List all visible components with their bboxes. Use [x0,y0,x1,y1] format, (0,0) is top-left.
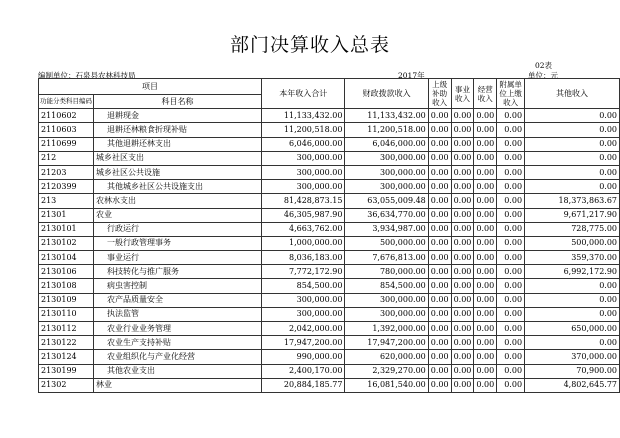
cell-operation: 0.00 [474,378,497,392]
cell-total: 7,772,172.90 [262,265,345,279]
cell-affiliated: 0.00 [497,137,525,151]
cell-total: 11,200,518.00 [262,123,345,137]
table-row [39,265,620,279]
cell-fiscal: 11,200,518.00 [345,123,428,137]
cell-affiliated: 0.00 [497,208,525,222]
cell-name: 一般行政管理事务 [94,236,262,250]
cell-business: 0.00 [451,137,474,151]
cell-name: 农业 [94,208,262,222]
cell-affiliated: 0.00 [497,293,525,307]
cell-name: 科技转化与推广服务 [94,265,262,279]
cell-name: 退耕还林粮食折现补贴 [94,123,262,137]
cell-code: 2130122 [39,336,94,350]
cell-total: 2,400,170.00 [262,364,345,378]
table-row [39,194,620,208]
cell-total: 8,036,183.00 [262,251,345,265]
cell-name: 城乡社区公共设施 [94,165,262,179]
cell-other: 0.00 [525,109,620,123]
cell-business: 0.00 [451,180,474,194]
cell-fiscal: 11,133,432.00 [345,109,428,123]
header-fiscal: 财政拨款收入 [345,79,428,109]
table-row [39,336,620,350]
cell-name: 事业运行 [94,251,262,265]
cell-total: 17,947,200.00 [262,336,345,350]
cell-upper: 0.00 [428,293,451,307]
cell-other: 650,000.00 [525,322,620,336]
cell-code: 2130106 [39,265,94,279]
cell-total: 11,133,432.00 [262,109,345,123]
cell-code: 213 [39,194,94,208]
table-row [39,364,620,378]
cell-other: 0.00 [525,137,620,151]
cell-other: 0.00 [525,123,620,137]
cell-upper: 0.00 [428,350,451,364]
cell-fiscal: 16,081,540.00 [345,378,428,392]
cell-other: 728,775.00 [525,222,620,236]
table-row [39,151,620,165]
cell-other: 9,671,217.90 [525,208,620,222]
cell-name: 林业 [94,378,262,392]
cell-business: 0.00 [451,151,474,165]
cell-operation: 0.00 [474,307,497,321]
cell-total: 1,000,000.00 [262,236,345,250]
cell-fiscal: 2,329,270.00 [345,364,428,378]
cell-total: 46,305,987.90 [262,208,345,222]
cell-business: 0.00 [451,364,474,378]
cell-operation: 0.00 [474,336,497,350]
cell-business: 0.00 [451,378,474,392]
cell-total: 300,000.00 [262,165,345,179]
cell-code: 2130112 [39,322,94,336]
cell-fiscal: 300,000.00 [345,165,428,179]
cell-operation: 0.00 [474,236,497,250]
cell-code: 2110603 [39,123,94,137]
cell-business: 0.00 [451,293,474,307]
cell-code: 2130110 [39,307,94,321]
cell-code: 2120399 [39,180,94,194]
cell-business: 0.00 [451,265,474,279]
cell-affiliated: 0.00 [497,322,525,336]
cell-name: 农业生产支持补贴 [94,336,262,350]
cell-affiliated: 0.00 [497,378,525,392]
cell-total: 854,500.00 [262,279,345,293]
cell-upper: 0.00 [428,378,451,392]
cell-operation: 0.00 [474,137,497,151]
cell-operation: 0.00 [474,208,497,222]
cell-business: 0.00 [451,194,474,208]
cell-operation: 0.00 [474,165,497,179]
cell-upper: 0.00 [428,123,451,137]
cell-affiliated: 0.00 [497,350,525,364]
header-total: 本年收入合计 [262,79,345,109]
cell-upper: 0.00 [428,364,451,378]
cell-affiliated: 0.00 [497,123,525,137]
cell-operation: 0.00 [474,222,497,236]
cell-operation: 0.00 [474,251,497,265]
cell-fiscal: 63,055,009.48 [345,194,428,208]
cell-affiliated: 0.00 [497,194,525,208]
cell-name: 农产品质量安全 [94,293,262,307]
cell-upper: 0.00 [428,151,451,165]
cell-code: 2130199 [39,364,94,378]
cell-name: 病虫害控制 [94,279,262,293]
cell-operation: 0.00 [474,322,497,336]
organization-label: 编制单位：石泉县农林科技局 [38,71,136,80]
report-year: 2017年 [398,71,425,80]
table-row [39,123,620,137]
cell-business: 0.00 [451,322,474,336]
cell-affiliated: 0.00 [497,151,525,165]
cell-operation: 0.00 [474,350,497,364]
cell-other: 359,370.00 [525,251,620,265]
cell-upper: 0.00 [428,265,451,279]
header-name: 科目名称 [94,95,262,109]
cell-name: 其他农业支出 [94,364,262,378]
cell-name: 其他退耕还林支出 [94,137,262,151]
cell-code: 21301 [39,208,94,222]
cell-name: 农业组织化与产业化经营 [94,350,262,364]
unit-label: 单位：元 [528,71,558,80]
cell-business: 0.00 [451,222,474,236]
header-code: 功能分类科目编码 [39,95,94,109]
cell-fiscal: 1,392,000.00 [345,322,428,336]
cell-upper: 0.00 [428,236,451,250]
table-row [39,109,620,123]
cell-fiscal: 300,000.00 [345,180,428,194]
cell-code: 2130101 [39,222,94,236]
cell-affiliated: 0.00 [497,307,525,321]
cell-fiscal: 36,634,770.00 [345,208,428,222]
income-summary-table [38,78,620,393]
table-row [39,137,620,151]
cell-business: 0.00 [451,336,474,350]
table-row [39,180,620,194]
cell-other: 6,992,172.90 [525,265,620,279]
cell-upper: 0.00 [428,109,451,123]
cell-total: 81,428,873.15 [262,194,345,208]
cell-business: 0.00 [451,109,474,123]
cell-code: 21203 [39,165,94,179]
cell-total: 300,000.00 [262,151,345,165]
cell-operation: 0.00 [474,123,497,137]
cell-business: 0.00 [451,350,474,364]
cell-upper: 0.00 [428,194,451,208]
cell-total: 2,042,000.00 [262,322,345,336]
cell-business: 0.00 [451,307,474,321]
cell-total: 300,000.00 [262,307,345,321]
cell-other: 500,000.00 [525,236,620,250]
cell-fiscal: 3,934,987.00 [345,222,428,236]
cell-code: 2110699 [39,137,94,151]
table-row [39,378,620,392]
form-number: 02表 [535,61,553,70]
cell-code: 2130102 [39,236,94,250]
table-row [39,208,620,222]
cell-fiscal: 620,000.00 [345,350,428,364]
table-row [39,251,620,265]
cell-name: 行政运行 [94,222,262,236]
cell-operation: 0.00 [474,265,497,279]
cell-upper: 0.00 [428,180,451,194]
cell-business: 0.00 [451,251,474,265]
table-row [39,236,620,250]
table-row [39,165,620,179]
header-operation: 经营收入 [474,79,497,109]
cell-operation: 0.00 [474,279,497,293]
cell-affiliated: 0.00 [497,251,525,265]
cell-affiliated: 0.00 [497,364,525,378]
cell-operation: 0.00 [474,194,497,208]
cell-affiliated: 0.00 [497,279,525,293]
header-other: 其他收入 [525,79,620,109]
cell-name: 执法监管 [94,307,262,321]
cell-name: 其他城乡社区公共设施支出 [94,180,262,194]
cell-operation: 0.00 [474,293,497,307]
cell-fiscal: 6,046,000.00 [345,137,428,151]
cell-other: 0.00 [525,165,620,179]
cell-operation: 0.00 [474,109,497,123]
cell-affiliated: 0.00 [497,180,525,194]
cell-upper: 0.00 [428,208,451,222]
cell-other: 0.00 [525,293,620,307]
cell-total: 4,663,762.00 [262,222,345,236]
cell-other: 370,000.00 [525,350,620,364]
cell-name: 城乡社区支出 [94,151,262,165]
cell-other: 0.00 [525,336,620,350]
cell-name: 农林水支出 [94,194,262,208]
cell-business: 0.00 [451,236,474,250]
cell-fiscal: 780,000.00 [345,265,428,279]
cell-affiliated: 0.00 [497,236,525,250]
cell-fiscal: 7,676,813.00 [345,251,428,265]
cell-name: 退耕现金 [94,109,262,123]
cell-business: 0.00 [451,279,474,293]
cell-affiliated: 0.00 [497,165,525,179]
table-row [39,279,620,293]
cell-affiliated: 0.00 [497,265,525,279]
cell-total: 300,000.00 [262,293,345,307]
cell-upper: 0.00 [428,137,451,151]
cell-other: 0.00 [525,307,620,321]
cell-code: 2130124 [39,350,94,364]
cell-upper: 0.00 [428,222,451,236]
cell-fiscal: 854,500.00 [345,279,428,293]
cell-upper: 0.00 [428,322,451,336]
cell-business: 0.00 [451,208,474,222]
header-item: 项目 [39,79,262,95]
cell-upper: 0.00 [428,336,451,350]
cell-code: 21302 [39,378,94,392]
cell-upper: 0.00 [428,251,451,265]
table-row [39,222,620,236]
cell-code: 2130104 [39,251,94,265]
table-row [39,293,620,307]
cell-total: 6,046,000.00 [262,137,345,151]
report-title: 部门决算收入总表 [229,34,390,56]
cell-fiscal: 500,000.00 [345,236,428,250]
header-affiliated: 附属单位上缴收入 [497,79,525,109]
cell-affiliated: 0.00 [497,222,525,236]
cell-operation: 0.00 [474,364,497,378]
cell-other: 70,900.00 [525,364,620,378]
cell-other: 0.00 [525,151,620,165]
cell-fiscal: 300,000.00 [345,307,428,321]
cell-business: 0.00 [451,123,474,137]
cell-fiscal: 300,000.00 [345,293,428,307]
cell-operation: 0.00 [474,180,497,194]
cell-code: 2110602 [39,109,94,123]
cell-operation: 0.00 [474,151,497,165]
cell-fiscal: 300,000.00 [345,151,428,165]
cell-total: 300,000.00 [262,180,345,194]
cell-affiliated: 0.00 [497,109,525,123]
cell-code: 2130109 [39,293,94,307]
cell-other: 0.00 [525,279,620,293]
header-business: 事业收入 [451,79,474,109]
cell-business: 0.00 [451,165,474,179]
cell-code: 2130108 [39,279,94,293]
table-row [39,322,620,336]
cell-upper: 0.00 [428,279,451,293]
cell-affiliated: 0.00 [497,336,525,350]
cell-other: 18,373,863.67 [525,194,620,208]
cell-name: 农业行业业务管理 [94,322,262,336]
cell-upper: 0.00 [428,165,451,179]
header-upper: 上级补助收入 [428,79,451,109]
cell-code: 212 [39,151,94,165]
cell-total: 990,000.00 [262,350,345,364]
table-row [39,350,620,364]
cell-upper: 0.00 [428,307,451,321]
cell-other: 4,802,645.77 [525,378,620,392]
cell-total: 20,884,185.77 [262,378,345,392]
cell-other: 0.00 [525,180,620,194]
table-row [39,307,620,321]
cell-fiscal: 17,947,200.00 [345,336,428,350]
